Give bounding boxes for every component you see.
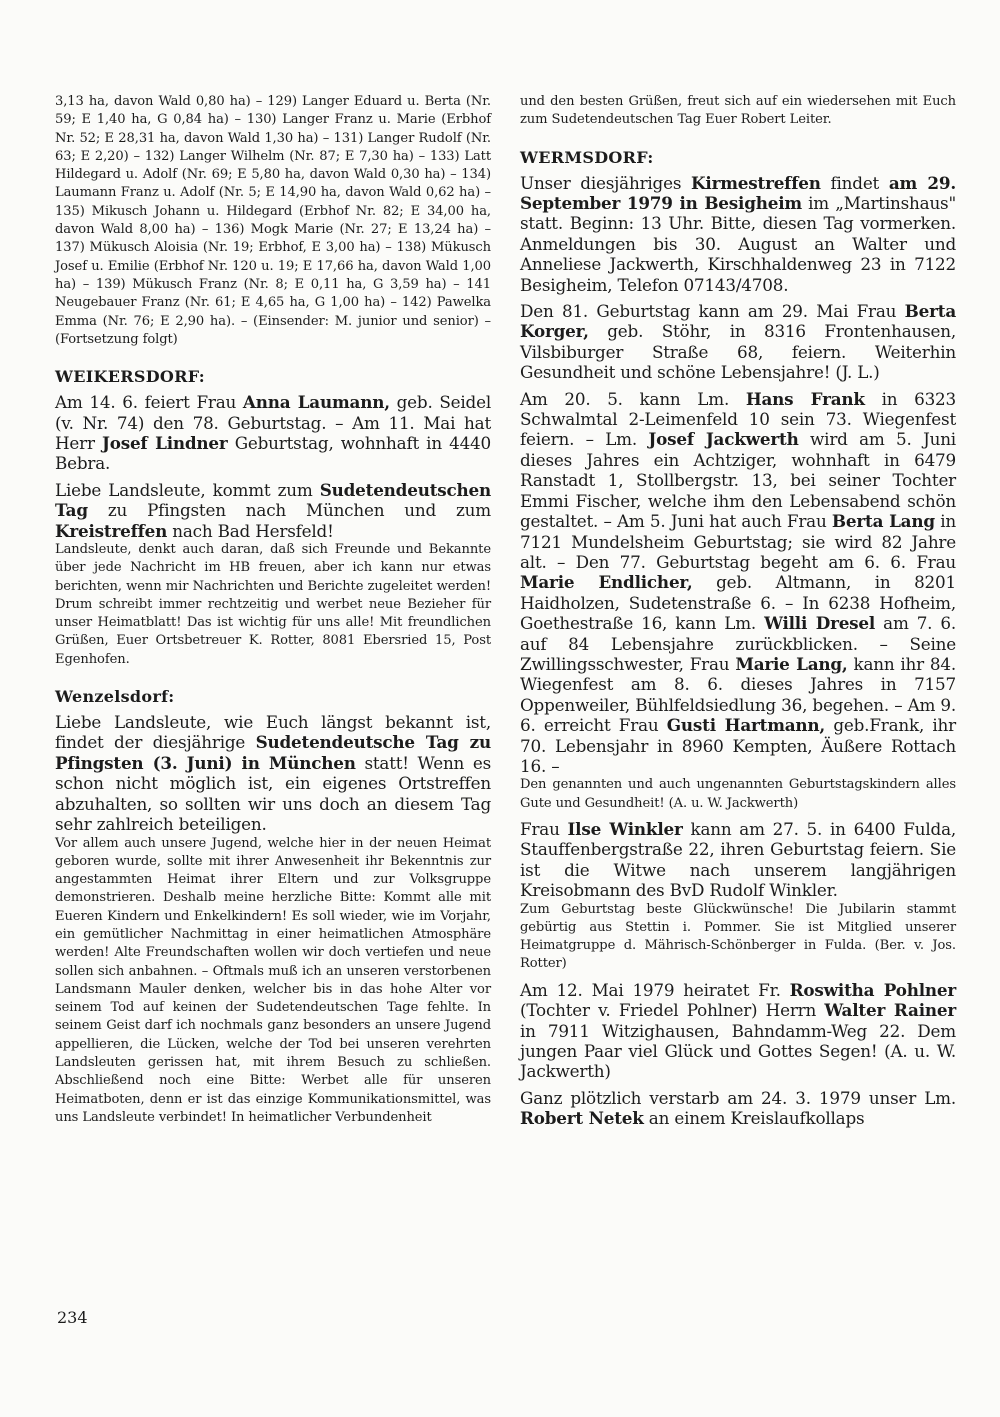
text-run: kann ihr 84. Wiegenfest am 8. 6. dieses Jahres in 7157 Oppenweiler, Bühlfeldsiedlung 36, begehen. – Am 9. 6. erreicht Frau (520, 653, 957, 736)
paragraph (520, 819, 956, 901)
text-run: statt! Wenn es schon nicht möglich ist, ein eigenes Ortstreffen abzuhalten, so sollten wir uns doch an diesem Tag sehr zahlreich beteiligen. (55, 752, 491, 835)
text-run: im „Martinshaus" statt. Beginn: 13 Uhr. Bitte, diesen Tag vormerken. Anmeldungen bis 30. August an Walter und Anneliese Jackwerth, Kirschhaldenweg 23 in 7122 Besigheim, Telefon 07143/4708. (520, 193, 956, 295)
text-run: Liebe Landsleute, wie Euch längst bekannt ist, findet der diesjährige (55, 712, 491, 753)
text-run: findet (820, 172, 889, 193)
paragraph (520, 93, 956, 130)
text-run: WERMSDORF: (520, 147, 654, 167)
page-number: 234 (57, 1308, 88, 1327)
text-run: wird am 5. Juni dieses Jahres ein Achtziger, wohnhaft in 6479 Ranstadt 1, Stollbergstr. 13, bei seiner Tochter Emmi Fischer, welche ihm den Lebensabend schön gestaltet. – Am 5. Juni hat auch Frau (520, 429, 956, 532)
bold-name-text: Willi Dresel (764, 613, 876, 634)
text-run: geb. Seidel (v. Nr. 74) den 78. Geburtstag. – Am 11. Mai hat Herr (55, 392, 492, 453)
text-run: Am 12. Mai 1979 heiratet Fr. (520, 979, 790, 1000)
bold-name-text: Marie Endlicher, (520, 572, 693, 593)
text-run: in 6323 Schwalmtal 2-Leimenfeld 10 sein 73. Wiegenfest feiern. – Lm. (520, 388, 956, 450)
bold-name-text: Walter Rainer (824, 1000, 956, 1021)
bold-name-text: Kirmestreffen (691, 172, 821, 193)
bold-name-text: Gusti Hartmann, (666, 715, 826, 736)
bold-name-text: Ilse Winkler (567, 818, 683, 839)
text-run: Wenzelsdorf: (55, 687, 175, 707)
text-run: Vor allem auch unsere Jugend, welche hier in der neuen Heimat geboren wurde, sollte mit ihrer Anwesenheit ihr Bekenntnis zur angestammten Heimat ihrer Eltern und zur Volksgruppe demonstrieren. Deshalb meine herzliche Bitte: Kommt alle mit Eueren Kindern und Enkelkindern! Es soll wieder, wie im Vorjahr, ein gemütlicher Nachmittag in einer heimatlichen Atmosphäre werden! Alte Freundschaften wollen wir doch vertiefen und neue sollen sich anbahnen. – Oftmals muß ich an unseren verstorbenen Landsmann Mauler denken, welcher bis in das hohe Alter vor seinem Tod auf keinen der Sudetendeutschen Tage fehlte. In seinem Geist darf ich nochmals ganz besonders an unsere Jugend appellieren, die Lücken, welche der Tod bei unseren verehrten Landsleuten gerissen hat, mit ihrem Besuch zu schließen. Abschließend noch eine Bitte: Werbet alle für unseren Heimatboten, denn er ist das einzige Kommunikationsmittel, was uns Landsleute verbindet! In heimatlicher Verbundenheit (55, 835, 491, 1125)
bold-name-text: Josef Jackwerth (648, 429, 799, 450)
bold-name-text: Berta Korger, (520, 301, 956, 342)
right-column (520, 93, 956, 1129)
paragraph (520, 173, 956, 295)
bold-name-text: Marie Lang, (735, 653, 848, 674)
bold-name-text: Sudetendeutschen Tag (55, 479, 491, 521)
text-run: Landsleute, denkt auch daran, daß sich Freunde und Bekannte über jede Nachricht im HB freuen, aber ich kann nur etwas berichten, wenn mir Nachrichten und Berichte zugeleitet werden! Drum schreibt immer rechtzeitig und werbet neue Bezieher für unser Heimatblatt! Das ist wichtig für uns alle! Mit freundlichen Grüßen, Euer Ortsbetreuer K. Rotter, 8081 Ebersried 15, Post Egenhofen. (55, 542, 491, 667)
text-run: und den besten Grüßen, freut sich auf ein wiedersehen mit Euch zum Sudetendeutschen Tag Euer Robert Leiter. (520, 94, 956, 128)
paragraph (520, 389, 956, 777)
text-run: geb.Frank, ihr 70. Lebensjahr in 8960 Kempten, Äußere Rottach 16. – (520, 715, 956, 776)
text-run: Unser diesjähriges (520, 172, 692, 193)
text-run: nach Bad Hersfeld! (167, 520, 334, 541)
bold-name-text: Josef Lindner (101, 432, 228, 453)
bold-name-text: am 29. September 1979 in Besigheim (520, 172, 956, 213)
bold-name-text: Sudetendeutsche Tag zu Pfingsten (3. Juni) in München (55, 732, 491, 773)
text-run: kann am 27. 5. in 6400 Fulda, Stauffenbergstraße 22, ihren Geburtstag feiern. Sie ist die Witwe nach unserem langjährigen Kreisobmann des BvD Rudolf Winkler. (520, 818, 957, 901)
paragraph (520, 980, 956, 1082)
text-run: Ganz plötzlich verstarb am 24. 3. 1979 unser Lm. (520, 1087, 956, 1108)
text-run: Am 14. 6. feiert Frau (55, 392, 243, 413)
paragraph (520, 901, 956, 974)
text-run: zu Pfingsten nach München und zum (87, 500, 491, 521)
paragraph (55, 93, 491, 349)
text-run: in 7911 Witzighausen, Bahndamm-Weg 22. Dem jungen Paar viel Glück und Gottes Segen! (A. u. W. Jackwerth) (520, 1020, 956, 1082)
paragraph (55, 712, 491, 834)
text-run: Den genannten und auch ungenannten Geburtstagskindern alles Gute und Gesundheit! (A. u. W. Jackwerth) (520, 777, 956, 811)
bold-name-text: Berta Lang (831, 511, 935, 532)
text-run: am 7. 6. auf 84 Lebensjahre zurückblicken. – Seine Zwillingsschwester, Frau (520, 613, 956, 674)
paragraph (520, 776, 956, 813)
text-run: Den 81. Geburtstag kann am 29. Mai Frau (520, 301, 905, 322)
paragraph (55, 541, 491, 669)
section-heading (520, 148, 956, 167)
paragraph (55, 835, 491, 1128)
paragraph (520, 1088, 956, 1129)
text-run: an einem Kreislaufkollaps (643, 1108, 865, 1129)
text-run: 3,13 ha, davon Wald 0,80 ha) – 129) Langer Eduard u. Berta (Nr. 59; E 1,40 ha, G 0,84 ha) – 130) Langer Franz u. Marie (Erbhof Nr. 52; E 28,31 ha, davon Wald 1,30 ha) – 131) Langer Rudolf (Nr. 63; E 2,20) – 132) Langer Wilhelm (Nr. 87; E 7,30 ha) – 133) Latt Hildegard u. Adolf (Nr. 69; E 5,80 ha, davon Wald 0,30 ha) – 134) Laumann Franz u. Adolf (Nr. 5; E 14,90 ha, davon Wald 0,62 ha) – 135) Mikusch Johann u. Hildegard (Erbhof Nr. 82; E 34,00 ha, davon Wald 8,00 ha) – 136) Mogk Marie (Nr. 27; E 13,24 ha) – 137) Mükusch Aloisia (Nr. 19; Erbhof, E 3,00 ha) – 138) Mükusch Josef u. Emilie (Erbhof Nr. 120 u. 19; E 17,66 ha, davon Wald 1,00 ha) – 139) Mükusch Franz (Nr. 8; E 0,11 ha, G 3,59 ha) – 141 Neugebauer Franz (Nr. 61; E 4,65 ha, G 1,00 ha) – 142) Pawelka Emma (Nr. 76; E 2,90 ha). – (Einsender: M. junior und senior) – (Fortsetzung folgt) (55, 94, 491, 347)
paragraph (55, 392, 491, 474)
section-heading (55, 687, 491, 706)
paragraph (520, 301, 956, 383)
bold-name-text: Kreistreffen (55, 520, 168, 541)
text-run: Geburtstag, wohnhaft in 4440 Bebra. (55, 432, 491, 474)
text-run: in 7121 Mundelsheim Geburtstag; sie wird 82 Jahre alt. – Den 77. Geburtstag begeht am 6. 6. Frau (520, 511, 956, 572)
paragraph (55, 480, 491, 541)
text-run: geb. Altmann, in 8201 Haidholzen, Sudetenstraße 6. – In 6238 Hofheim, Goethestraße 16, kann Lm. (520, 572, 956, 634)
bold-name-text: Hans Frank (745, 388, 865, 409)
bold-name-text: Roswitha Pohlner (789, 979, 956, 1000)
text-run: geb. Stöhr, in 8316 Frontenhausen, Vilsbiburger Straße 68, feiern. Weiterhin Gesundheit und schöne Lebensjahre! (J. L.) (520, 321, 956, 383)
text-run: Frau (520, 818, 568, 839)
text-run: Liebe Landsleute, kommt zum (55, 479, 320, 500)
text-run: Am 20. 5. kann Lm. (520, 388, 746, 409)
text-run: Zum Geburtstag beste Glückwünsche! Die Jubilarin stammt gebürtig aus Stettin i. Pommer. Sie ist Mitglied unserer Heimatgruppe d. Mährisch-Schönberger in Fulda. (Ber. v. Jos. Rotter) (520, 901, 956, 972)
left-column (55, 93, 491, 1127)
section-heading (55, 367, 491, 386)
text-run: WEIKERSDORF: (55, 367, 206, 387)
text-run: (Tochter v. Friedel Pohlner) Herrn (520, 1000, 825, 1021)
bold-name-text: Robert Netek (520, 1108, 644, 1129)
bold-name-text: Anna Laumann, (242, 392, 390, 413)
